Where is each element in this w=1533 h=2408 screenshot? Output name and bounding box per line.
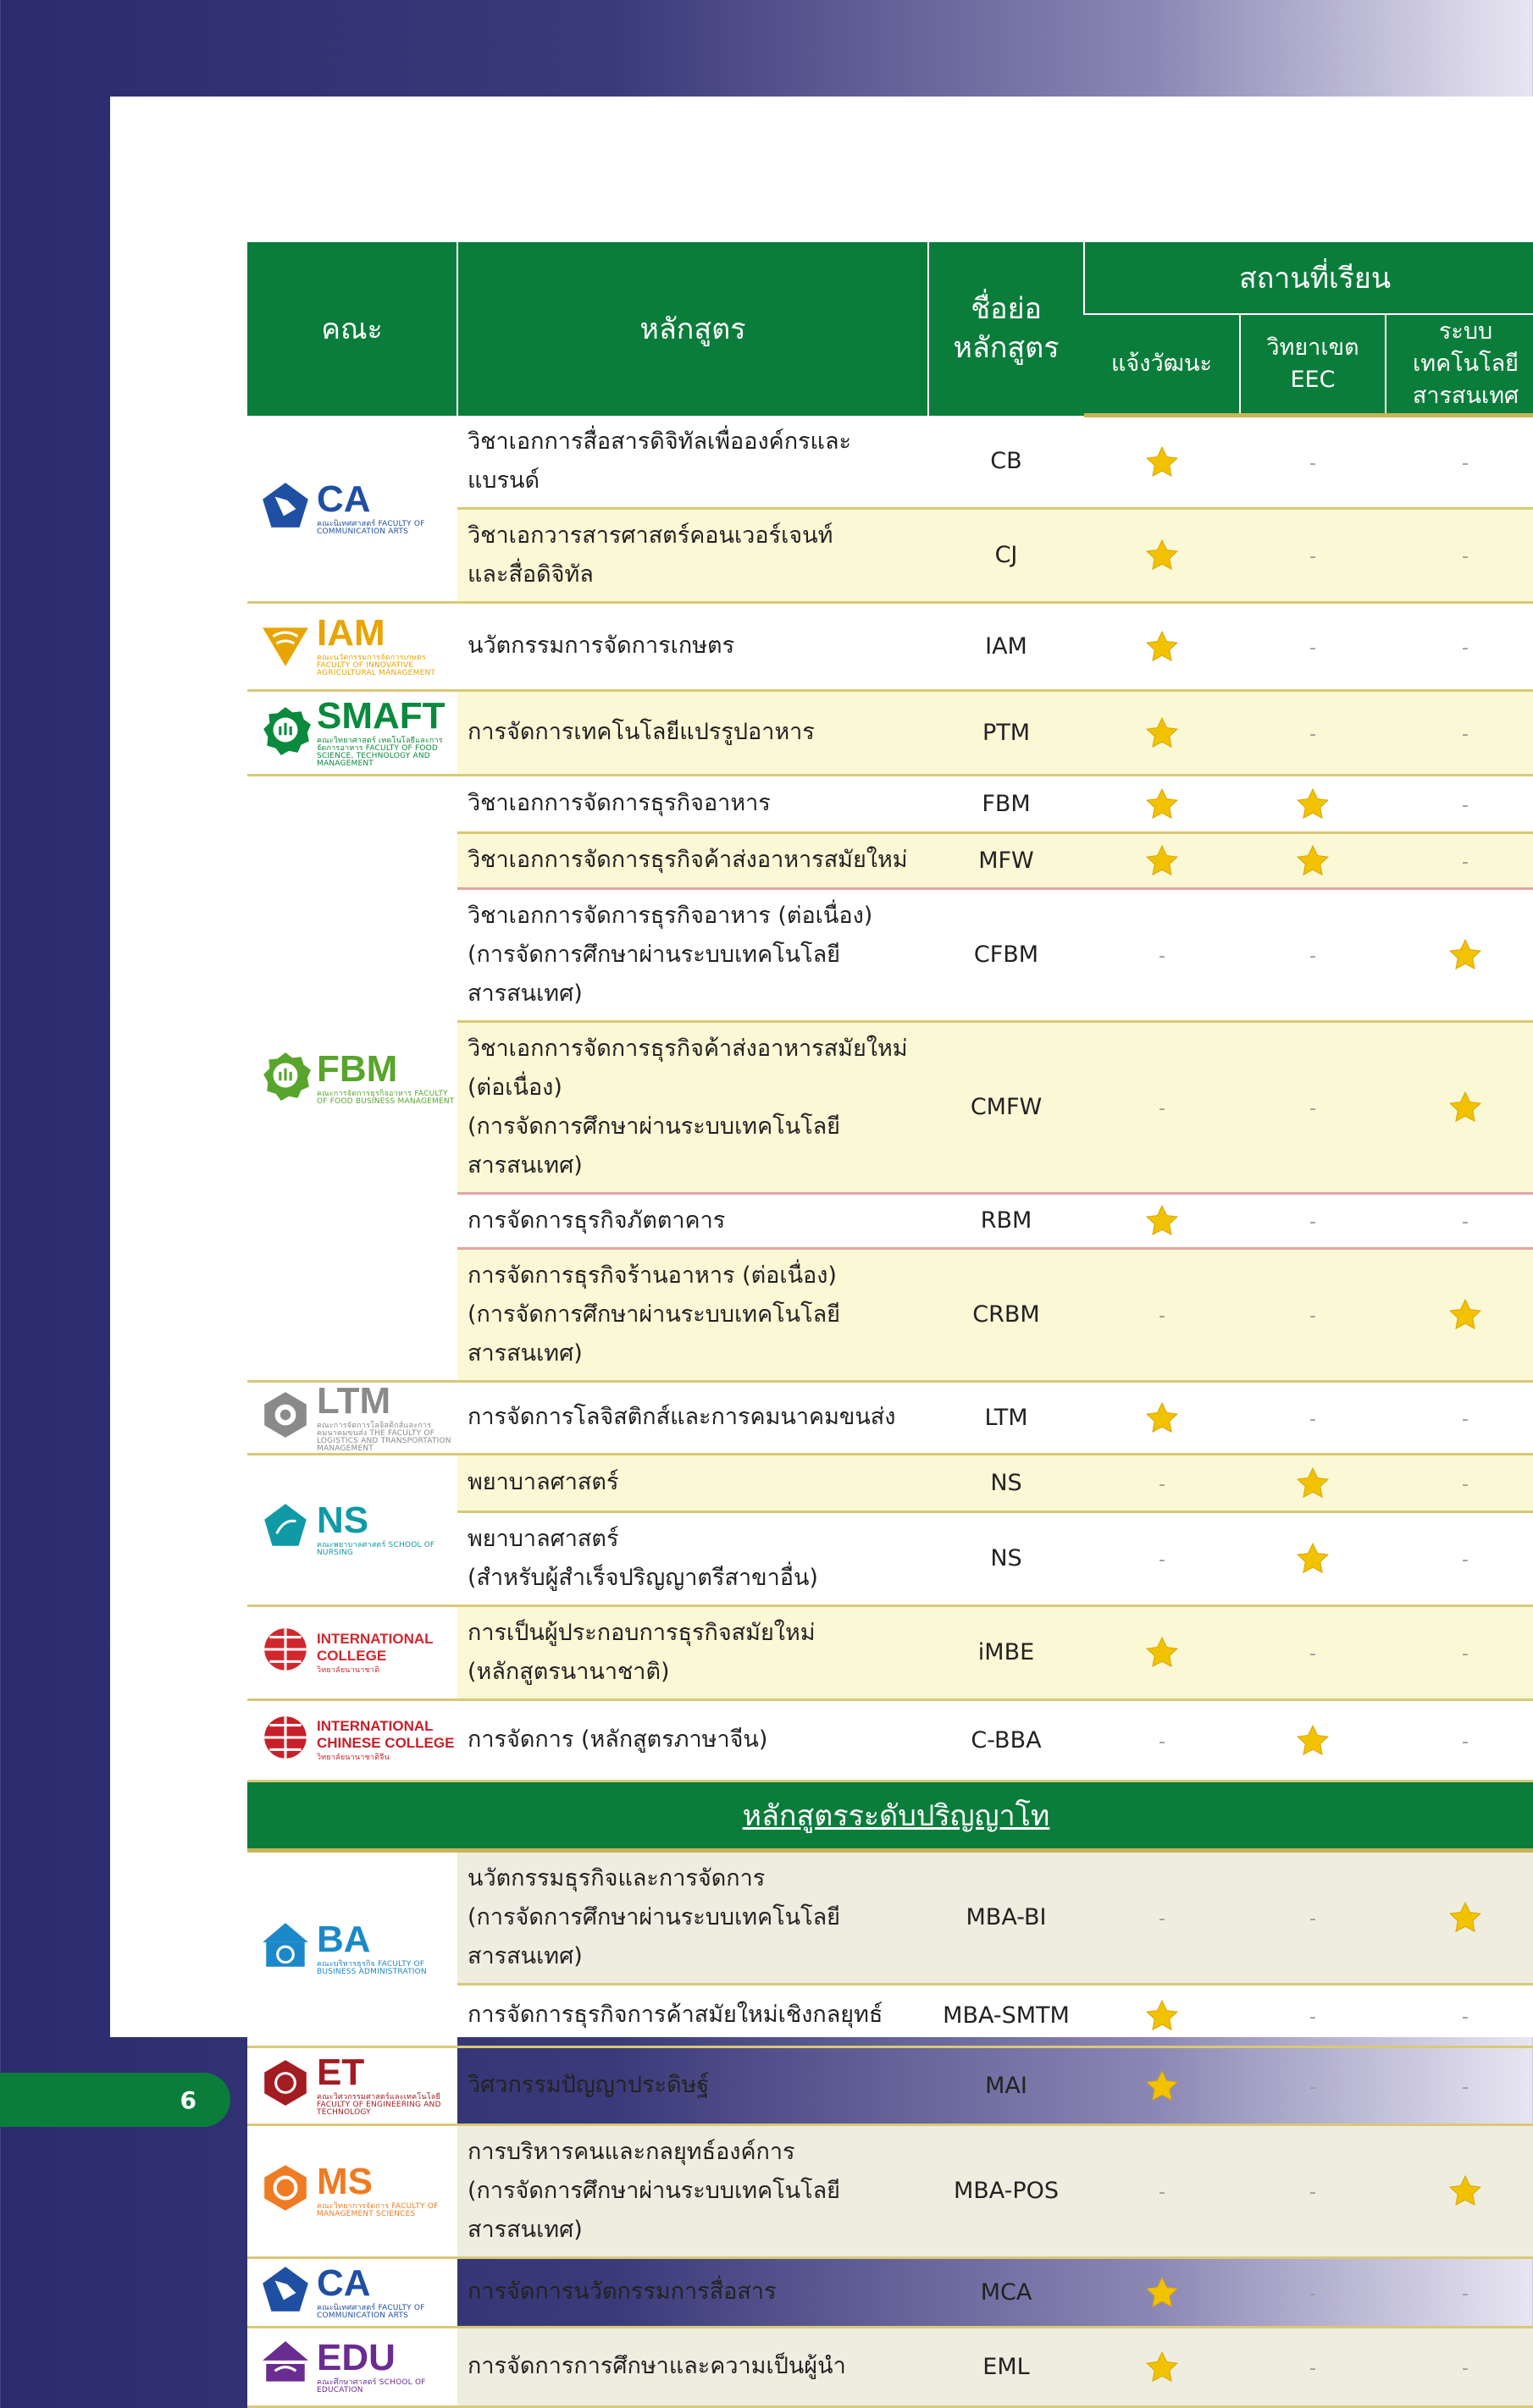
page-number-badge bbox=[0, 2073, 230, 2127]
page-sheet bbox=[110, 97, 1533, 2394]
dash-mark bbox=[1240, 1850, 1386, 1984]
program-name: การจัดการธุรกิจภัตตาคาร bbox=[457, 1193, 928, 1248]
dash-mark bbox=[1084, 1850, 1240, 1984]
star-icon bbox=[1084, 2257, 1240, 2327]
faculty-name-line2: COLLEGE bbox=[317, 1647, 387, 1664]
faculty-logo-text bbox=[317, 1047, 457, 1106]
faculty-logo-text bbox=[317, 2054, 457, 2117]
faculty-logo bbox=[247, 1919, 457, 1978]
faculty-name: CA bbox=[317, 478, 371, 520]
dash-text: - bbox=[1462, 1473, 1469, 1495]
header-location: สถานที่เรียน bbox=[1084, 242, 1533, 314]
faculty-emblem-icon bbox=[259, 1711, 312, 1770]
faculty-name: SMAFT bbox=[317, 694, 446, 737]
faculty-name: MS bbox=[317, 2161, 373, 2202]
header-faculty: คณะ bbox=[247, 242, 457, 416]
program-abbr: MBA-SMTM bbox=[928, 1984, 1084, 2046]
faculty-emblem-icon bbox=[259, 1389, 312, 1447]
dash-mark bbox=[1240, 1193, 1386, 1248]
program-row bbox=[247, 416, 1533, 509]
faculty-logo-iam bbox=[247, 602, 457, 690]
star-icon bbox=[1084, 508, 1240, 602]
dash-mark bbox=[1240, 602, 1386, 690]
star-icon bbox=[1144, 538, 1180, 573]
faculty-logo-smaft bbox=[247, 690, 457, 775]
program-abbr: MCA bbox=[928, 2257, 1084, 2327]
dash-text: - bbox=[1462, 453, 1469, 475]
dash-mark bbox=[1386, 1193, 1533, 1248]
faculty-logo-et bbox=[247, 2046, 457, 2124]
faculty-logo bbox=[247, 1711, 457, 1770]
dash-mark bbox=[1386, 775, 1533, 832]
header-loc1: แจ้งวัฒนะ bbox=[1084, 314, 1240, 416]
star-icon bbox=[1295, 1541, 1331, 1577]
dash-text: - bbox=[1309, 453, 1316, 475]
star-icon bbox=[1447, 937, 1483, 973]
program-abbr: C-BBA bbox=[928, 1699, 1084, 1781]
star-icon bbox=[1386, 1850, 1533, 1984]
faculty-emblem-icon bbox=[259, 2162, 312, 2220]
program-name: นวัตกรรมธุรกิจและการจัดการ (การจัดการศึกษาผ่านระบบเทคโนโลยีสารสนเทศ) bbox=[457, 1850, 928, 1984]
dash-text: - bbox=[1309, 2182, 1316, 2203]
program-name: วิชาเอกการจัดการธุรกิจค้าส่งอาหารสมัยใหม่ (ต่อเนื่อง) (การจัดการศึกษาผ่านระบบเทคโนโลยีสารสนเทศ) bbox=[457, 1021, 928, 1193]
star-icon bbox=[1295, 787, 1331, 822]
program-abbr: MAI bbox=[928, 2046, 1084, 2124]
dash-mark bbox=[1084, 1454, 1240, 1511]
faculty-logo bbox=[247, 479, 457, 538]
header-loc3-line1: ระบบเทคโนโลยี bbox=[1413, 318, 1519, 377]
program-row bbox=[247, 1381, 1533, 1454]
faculty-logo bbox=[247, 694, 457, 768]
dash-text: - bbox=[1309, 1212, 1316, 1233]
faculty-subtitle: วิทยาลัยนานาชาติ bbox=[317, 1665, 380, 1675]
faculty-emblem-icon bbox=[259, 704, 312, 762]
program-abbr: MFW bbox=[928, 832, 1084, 888]
star-icon bbox=[1295, 843, 1331, 879]
dash-mark bbox=[1386, 602, 1533, 690]
program-name: วิชาเอกการจัดการธุรกิจอาหาร bbox=[457, 775, 928, 832]
star-icon bbox=[1144, 1203, 1180, 1239]
dash-text: - bbox=[1159, 1549, 1165, 1571]
program-row bbox=[247, 775, 1533, 832]
star-icon bbox=[1144, 787, 1180, 822]
dash-mark bbox=[1386, 2257, 1533, 2327]
faculty-logo-ltm bbox=[247, 1381, 457, 1454]
dash-mark bbox=[1386, 1381, 1533, 1454]
dash-mark bbox=[1386, 1699, 1533, 1781]
dash-mark bbox=[1386, 2327, 1533, 2406]
faculty-name: BA bbox=[317, 1919, 371, 1960]
program-name: การจัดการโลจิสติกส์และการคมนาคมขนส่ง bbox=[457, 1381, 928, 1454]
star-icon bbox=[1295, 1723, 1331, 1759]
program-name: พยาบาลศาสตร์ bbox=[457, 1454, 928, 1511]
page-number: 6 bbox=[180, 2085, 196, 2114]
program-abbr: FBM bbox=[928, 775, 1084, 832]
section-master-label: หลักสูตรระดับปริญญาโท bbox=[742, 1798, 1050, 1833]
faculty-logo-text bbox=[317, 2336, 457, 2394]
faculty-logo-ms bbox=[247, 2124, 457, 2257]
faculty-name-line2: CHINESE COLLEGE bbox=[317, 1735, 455, 1751]
faculty-subtitle: คณะวิทยาการจัดการ FACULTY OF MANAGEMENT SCIENCES bbox=[317, 2202, 439, 2218]
program-name: การจัดการธุรกิจการค้าสมัยใหม่เชิงกลยุทธ์ bbox=[457, 1984, 928, 2046]
header-abbr bbox=[928, 242, 1084, 416]
dash-mark bbox=[1386, 508, 1533, 602]
faculty-subtitle: วิทยาลัยนานาชาติจีน bbox=[317, 1754, 390, 1762]
faculty-logo-text bbox=[317, 694, 457, 768]
star-icon bbox=[1084, 832, 1240, 888]
faculty-subtitle: คณะพยาบาลศาสตร์ SCHOOL OF NURSING bbox=[317, 1541, 435, 1557]
dash-text: - bbox=[1462, 851, 1469, 873]
dash-mark bbox=[1240, 2124, 1386, 2257]
program-abbr: iMBE bbox=[928, 1605, 1084, 1699]
program-name: วิชาเอกการจัดการธุรกิจค้าส่งอาหารสมัยใหม่ bbox=[457, 832, 928, 888]
faculty-logo bbox=[247, 1379, 457, 1453]
faculty-emblem-icon bbox=[259, 1049, 312, 1107]
star-icon bbox=[1144, 843, 1180, 879]
faculty-subtitle: คณะนวัตกรรมการจัดการเกษตร FACULTY OF INNOVATIVE AGRICULTURAL MANAGEMENT bbox=[317, 654, 436, 677]
faculty-name: ET bbox=[317, 2052, 365, 2093]
program-abbr: IAM bbox=[928, 602, 1084, 690]
faculty-subtitle: คณะบริหารธุรกิจ FACULTY OF BUSINESS ADMINISTRATION bbox=[317, 1960, 427, 1976]
faculty-logo-text bbox=[317, 478, 457, 536]
faculty-logo-text bbox=[317, 2163, 457, 2218]
program-name: การเป็นผู้ประกอบการธุรกิจสมัยใหม่ (หลักสูตรนานาชาติ) bbox=[457, 1605, 928, 1699]
program-name: วิชาเอกวารสารศาสตร์คอนเวอร์เจนท์ และสื่อดิจิทัล bbox=[457, 508, 928, 602]
header-program: หลักสูตร bbox=[457, 242, 928, 416]
program-abbr: CJ bbox=[928, 508, 1084, 602]
dash-mark bbox=[1240, 1605, 1386, 1699]
faculty-subtitle: คณะนิเทศศาสตร์ FACULTY OF COMMUNICATION ARTS bbox=[317, 2303, 425, 2320]
dash-text: - bbox=[1309, 2076, 1316, 2098]
program-name: การจัดการการศึกษาและความเป็นผู้นำ bbox=[457, 2327, 928, 2406]
faculty-logo bbox=[247, 2162, 457, 2220]
dash-text: - bbox=[1159, 1306, 1165, 1327]
faculty-name: CA bbox=[317, 2262, 371, 2304]
faculty-logo-ba bbox=[247, 1850, 457, 2046]
faculty-name: IAM bbox=[317, 612, 385, 654]
star-icon bbox=[1084, 1381, 1240, 1454]
dash-mark bbox=[1084, 2124, 1240, 2257]
program-abbr: MBA-BI bbox=[928, 1850, 1084, 1984]
star-icon bbox=[1386, 2124, 1533, 2257]
header-loc2-line1: วิทยาเขต bbox=[1266, 334, 1359, 361]
faculty-subtitle: คณะวิทยาศาสตร์ เทคโนโลยีและการจัดการอาหาร FACULTY OF FOOD SCIENCE, TECHNOLOGY AND MANAGEMENT bbox=[317, 736, 443, 768]
dash-mark bbox=[1240, 2257, 1386, 2327]
header-loc3-line2: สารสนเทศ bbox=[1412, 383, 1519, 409]
faculty-emblem-icon bbox=[259, 1919, 312, 1978]
dash-text: - bbox=[1462, 2006, 1469, 2028]
program-name: นวัตกรรมการจัดการเกษตร bbox=[457, 602, 928, 690]
faculty-logo-ca bbox=[247, 416, 457, 603]
program-row bbox=[247, 1454, 1533, 1511]
dash-mark bbox=[1240, 1381, 1386, 1454]
faculty-logo-ns bbox=[247, 1454, 457, 1605]
header-loc3 bbox=[1386, 314, 1533, 416]
dash-text: - bbox=[1309, 1306, 1316, 1327]
dash-mark bbox=[1386, 1454, 1533, 1511]
dash-text: - bbox=[1309, 2283, 1316, 2305]
program-row bbox=[247, 2124, 1533, 2257]
faculty-name-line1: INTERNATIONAL bbox=[317, 1630, 434, 1647]
faculty-subtitle: คณะการจัดการธุรกิจอาหาร FACULTY OF FOOD BUSINESS MANAGEMENT bbox=[317, 1089, 455, 1106]
faculty-logo bbox=[247, 1500, 457, 1559]
faculty-name: LTM bbox=[317, 1379, 391, 1422]
dash-text: - bbox=[1159, 2182, 1165, 2203]
dash-text: - bbox=[1462, 2283, 1469, 2305]
faculty-logo-text bbox=[317, 2262, 457, 2320]
faculty-name-line1: INTERNATIONAL bbox=[317, 1718, 434, 1734]
faculty-name: NS bbox=[317, 1499, 369, 1541]
dash-text: - bbox=[1159, 1098, 1165, 1119]
program-abbr: RBM bbox=[928, 1193, 1084, 1248]
faculty-logo-text bbox=[317, 1718, 454, 1762]
dash-text: - bbox=[1309, 546, 1316, 567]
dash-text: - bbox=[1309, 1908, 1316, 1930]
star-icon bbox=[1084, 1984, 1240, 2046]
section-master-title bbox=[247, 1781, 1533, 1850]
dash-mark bbox=[1386, 1984, 1533, 2046]
star-icon bbox=[1240, 775, 1386, 832]
star-icon bbox=[1386, 1248, 1533, 1381]
star-icon bbox=[1144, 445, 1180, 480]
faculty-logo-ca-master bbox=[247, 2257, 457, 2327]
header-loc2 bbox=[1240, 314, 1386, 416]
program-name: การจัดการเทคโนโลยีแปรรูปอาหาร bbox=[457, 690, 928, 775]
program-abbr: CMFW bbox=[928, 1021, 1084, 1193]
star-icon bbox=[1084, 602, 1240, 690]
dash-mark bbox=[1240, 2327, 1386, 2406]
program-table bbox=[247, 242, 1533, 2408]
star-icon bbox=[1144, 2275, 1180, 2311]
faculty-logo-text bbox=[317, 612, 457, 677]
dash-mark bbox=[1386, 1511, 1533, 1605]
star-icon bbox=[1447, 2173, 1483, 2209]
dash-text: - bbox=[1159, 1731, 1165, 1753]
star-icon bbox=[1144, 715, 1180, 751]
dash-text: - bbox=[1462, 723, 1469, 745]
faculty-emblem-icon bbox=[259, 1623, 312, 1682]
faculty-logo-text bbox=[317, 1379, 457, 1453]
faculty-subtitle: คณะการจัดการโลจิสติกส์และการคมนาคมขนส่ง THE FACULTY OF LOGISTICS AND TRANSPORTATION MANAGEMENT bbox=[317, 1421, 451, 1453]
dash-mark bbox=[1084, 888, 1240, 1021]
star-icon bbox=[1447, 1900, 1483, 1936]
star-icon bbox=[1386, 888, 1533, 1021]
faculty-emblem-icon bbox=[259, 2338, 312, 2396]
program-name: วิศวกรรมปัญญาประดิษฐ์ bbox=[457, 2046, 928, 2124]
program-row bbox=[247, 2046, 1533, 2124]
faculty-subtitle: คณะศึกษาศาสตร์ SCHOOL OF EDUCATION bbox=[317, 2378, 426, 2394]
faculty-emblem-icon bbox=[259, 1500, 312, 1559]
header-abbr-line1: ชื่อย่อ bbox=[971, 292, 1042, 327]
faculty-logo bbox=[247, 612, 457, 677]
dash-text: - bbox=[1159, 1473, 1165, 1495]
program-abbr: EML bbox=[928, 2327, 1084, 2406]
program-abbr: NS bbox=[928, 1511, 1084, 1605]
header-abbr-line2: หลักสูตร bbox=[953, 331, 1060, 366]
faculty-logo bbox=[247, 1623, 457, 1682]
star-icon bbox=[1084, 2327, 1240, 2406]
program-row bbox=[247, 602, 1533, 690]
dash-text: - bbox=[1462, 1643, 1469, 1665]
program-name: การบริหารคนและกลยุทธ์องค์การ (การจัดการศึกษาผ่านระบบเทคโนโลยีสารสนเทศ) bbox=[457, 2124, 928, 2257]
faculty-logo bbox=[247, 2338, 457, 2396]
dash-text: - bbox=[1309, 2006, 1316, 2028]
program-row bbox=[247, 2327, 1533, 2406]
dash-text: - bbox=[1462, 2076, 1469, 2098]
dash-mark bbox=[1084, 1248, 1240, 1381]
dash-mark bbox=[1240, 1984, 1386, 2046]
star-icon bbox=[1144, 1635, 1180, 1671]
program-row bbox=[247, 1699, 1533, 1781]
faculty-subtitle: คณะนิเทศศาสตร์ FACULTY OF COMMUNICATION ARTS bbox=[317, 519, 425, 536]
faculty-name: EDU bbox=[317, 2336, 396, 2378]
dash-mark bbox=[1386, 1605, 1533, 1699]
program-abbr: CFBM bbox=[928, 888, 1084, 1021]
dash-mark bbox=[1240, 888, 1386, 1021]
program-abbr: LTM bbox=[928, 1381, 1084, 1454]
dash-mark bbox=[1240, 2046, 1386, 2124]
dash-text: - bbox=[1309, 1408, 1316, 1430]
star-icon bbox=[1144, 1400, 1180, 1436]
faculty-logo bbox=[247, 2054, 457, 2117]
faculty-emblem-icon bbox=[259, 2263, 312, 2322]
program-name: การจัดการนวัตกรรมการสื่อสาร bbox=[457, 2257, 928, 2327]
dash-text: - bbox=[1462, 794, 1469, 816]
star-icon bbox=[1240, 1454, 1386, 1511]
star-icon bbox=[1084, 1193, 1240, 1248]
dash-mark bbox=[1386, 690, 1533, 775]
dash-text: - bbox=[1462, 637, 1469, 659]
star-icon bbox=[1084, 775, 1240, 832]
star-icon bbox=[1144, 1998, 1180, 2034]
faculty-emblem-icon bbox=[259, 617, 312, 676]
program-abbr: PTM bbox=[928, 690, 1084, 775]
dash-mark bbox=[1240, 416, 1386, 509]
dash-text: - bbox=[1309, 2357, 1316, 2379]
program-row bbox=[247, 690, 1533, 775]
star-icon bbox=[1240, 832, 1386, 888]
program-abbr: NS bbox=[928, 1454, 1084, 1511]
program-name: พยาบาลศาสตร์ (สำหรับผู้สำเร็จปริญญาตรีสาขาอื่น) bbox=[457, 1511, 928, 1605]
dash-text: - bbox=[1309, 637, 1316, 659]
dash-text: - bbox=[1309, 1643, 1316, 1665]
faculty-emblem-icon bbox=[259, 2057, 312, 2115]
program-name: วิชาเอกการสื่อสารดิจิทัลเพื่อองค์กรและแบรนด์ bbox=[457, 416, 928, 509]
faculty-logo-fbm bbox=[247, 775, 457, 1381]
star-icon bbox=[1084, 1605, 1240, 1699]
dash-text: - bbox=[1462, 546, 1469, 567]
star-icon bbox=[1240, 1511, 1386, 1605]
program-name: การจัดการธุรกิจร้านอาหาร (ต่อเนื่อง) (การจัดการศึกษาผ่านระบบเทคโนโลยีสารสนเทศ) bbox=[457, 1248, 928, 1381]
dash-text: - bbox=[1462, 1731, 1469, 1753]
star-icon bbox=[1144, 2068, 1180, 2104]
dash-text: - bbox=[1462, 1212, 1469, 1233]
dash-text: - bbox=[1309, 946, 1316, 967]
program-abbr: MBA-POS bbox=[928, 2124, 1084, 2257]
program-abbr: CB bbox=[928, 416, 1084, 509]
dash-mark bbox=[1386, 832, 1533, 888]
dash-mark bbox=[1240, 690, 1386, 775]
dash-mark bbox=[1084, 1511, 1240, 1605]
dash-text: - bbox=[1159, 946, 1165, 967]
dash-mark bbox=[1240, 1248, 1386, 1381]
faculty-logo bbox=[247, 2263, 457, 2322]
dash-mark bbox=[1386, 2046, 1533, 2124]
star-icon bbox=[1084, 2046, 1240, 2124]
star-icon bbox=[1295, 1466, 1331, 1501]
star-icon bbox=[1144, 629, 1180, 665]
faculty-logo-icc bbox=[247, 1699, 457, 1781]
faculty-subtitle: คณะวิศวกรรมศาสตร์และเทคโนโลยี FACULTY OF ENGINEERING AND TECHNOLOGY bbox=[317, 2093, 441, 2117]
faculty-name: FBM bbox=[317, 1047, 398, 1090]
faculty-logo-text bbox=[317, 1921, 457, 1976]
program-name: วิชาเอกการจัดการธุรกิจอาหาร (ต่อเนื่อง) (การจัดการศึกษาผ่านระบบเทคโนโลยีสารสนเทศ) bbox=[457, 888, 928, 1021]
star-icon bbox=[1240, 1699, 1386, 1781]
star-icon bbox=[1447, 1090, 1483, 1125]
faculty-logo-text bbox=[317, 1631, 434, 1675]
faculty-logo bbox=[247, 1049, 457, 1107]
program-abbr: CRBM bbox=[928, 1248, 1084, 1381]
faculty-logo-text bbox=[317, 1499, 457, 1557]
program-row bbox=[247, 2257, 1533, 2327]
dash-text: - bbox=[1159, 1908, 1165, 1930]
program-row bbox=[247, 1850, 1533, 1984]
header-loc2-line2: EEC bbox=[1290, 367, 1336, 393]
program-name: การจัดการ (หลักสูตรภาษาจีน) bbox=[457, 1699, 928, 1781]
faculty-emblem-icon bbox=[259, 479, 312, 538]
dash-mark bbox=[1386, 416, 1533, 509]
faculty-logo-ic bbox=[247, 1605, 457, 1699]
star-icon bbox=[1386, 1021, 1533, 1193]
dash-mark bbox=[1240, 1021, 1386, 1193]
faculty-logo-edu bbox=[247, 2327, 457, 2406]
dash-mark bbox=[1240, 508, 1386, 602]
star-icon bbox=[1447, 1297, 1483, 1333]
star-icon bbox=[1084, 690, 1240, 775]
dash-text: - bbox=[1462, 2357, 1469, 2379]
dash-mark bbox=[1084, 1021, 1240, 1193]
dash-text: - bbox=[1309, 1098, 1316, 1119]
star-icon bbox=[1084, 416, 1240, 509]
star-icon bbox=[1144, 2350, 1180, 2385]
dash-text: - bbox=[1462, 1549, 1469, 1571]
dash-text: - bbox=[1462, 1408, 1469, 1430]
program-row bbox=[247, 1605, 1533, 1699]
dash-mark bbox=[1084, 1699, 1240, 1781]
dash-text: - bbox=[1309, 723, 1316, 745]
